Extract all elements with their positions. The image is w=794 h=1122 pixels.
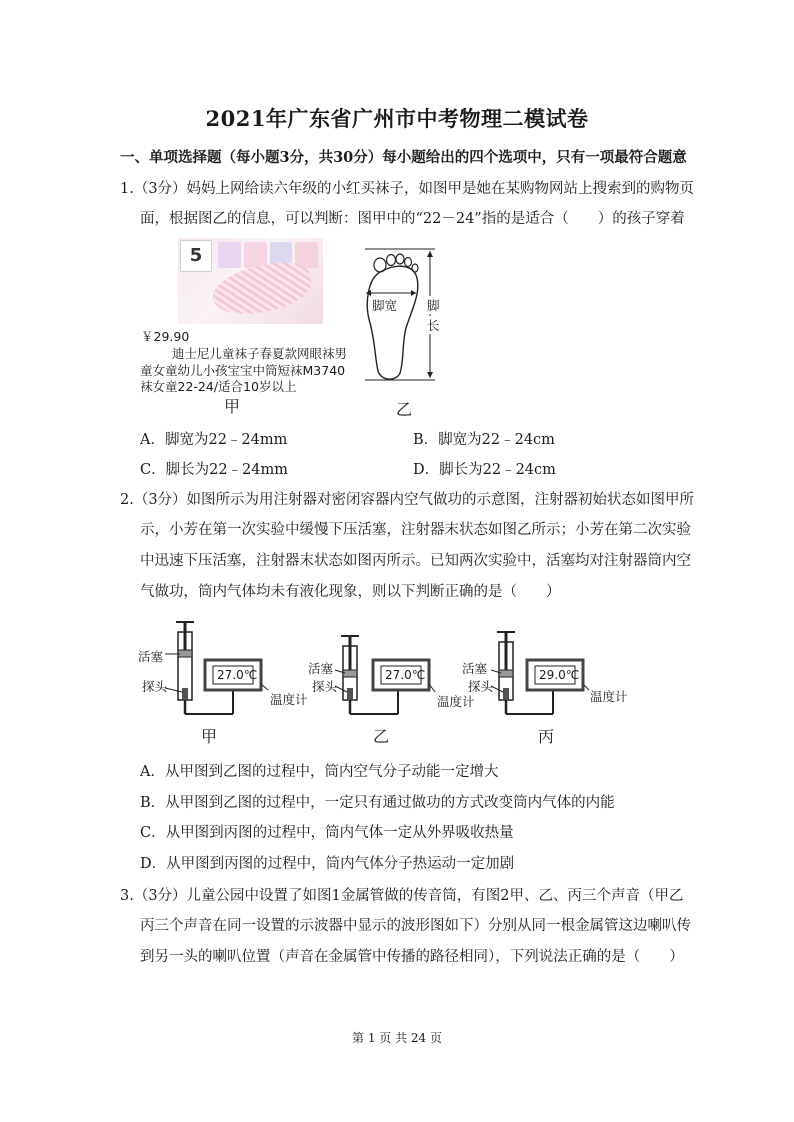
product-desc-1: 迪士尼儿童袜子春夏款网眼袜男 <box>172 346 348 361</box>
piston-label-bing: 活塞 <box>462 661 488 676</box>
q2-option-a[interactable]: A．从甲图到乙图的过程中，筒内空气分子动能一定增大 <box>140 764 499 780</box>
syringe-label-bing: 丙 <box>538 727 555 746</box>
q2-line-3: 中迅速下压活塞，注射器末状态如图丙所示。已知两次实验中，活塞均对注射器筒内空 <box>140 553 691 569</box>
q1-option-c[interactable]: C．脚长为22﹣24mm <box>140 462 288 478</box>
product-price: ￥29.90 <box>141 329 190 344</box>
q3-line-3: 到另一头的喇叭位置（声音在金属管中传播的路径相同），下列说法正确的是（ ） <box>140 949 684 965</box>
syringe-label-jia: 甲 <box>201 727 218 746</box>
q2-option-c[interactable]: C．从甲图到丙图的过程中，筒内气体一定从外界吸收热量 <box>140 825 514 841</box>
foot-length-label-1: 脚 <box>427 298 440 313</box>
q3-line-1: 3.（3分）儿童公园中设置了如图1金属管做的传音筒，有图2甲、乙、丙三个声音（甲乙 <box>120 888 684 904</box>
sock-product-photo <box>178 238 323 324</box>
q1-line-1: 1.（3分）妈妈上网给读六年级的小红买袜子，如图甲是她在某购物网站上搜索到的购物页 <box>120 181 695 197</box>
foot-width-label: 脚宽 <box>372 298 398 313</box>
thermometer-label-jia: 温度计 <box>270 692 308 707</box>
figure-label-yi: 乙 <box>396 400 413 419</box>
temp-reading-jia: 27.0℃ <box>217 668 258 682</box>
piston-label-yi: 活塞 <box>308 661 334 676</box>
piston-label-jia: 活塞 <box>138 649 164 664</box>
thermometer-label-yi: 温度计 <box>437 694 475 709</box>
probe-label-bing: 探头 <box>468 679 494 694</box>
thermometer-label-bing: 温度计 <box>590 689 628 704</box>
q2-option-d[interactable]: D．从甲图到丙图的过程中，筒内气体分子热运动一定加剧 <box>140 856 515 872</box>
probe-label-jia: 探头 <box>142 679 168 694</box>
product-desc-3: 袜女童22-24/适合10岁以上 <box>140 379 297 394</box>
figure-label-jia: 甲 <box>224 397 241 416</box>
q3-line-2: 丙三个声音在同一设置的示波器中显示的波形图如下）分别从同一根金属管这边喇叭传 <box>140 918 691 934</box>
temp-reading-yi: 27.0℃ <box>385 668 426 682</box>
probe-label-yi: 探头 <box>312 679 338 694</box>
q1-line-2: 面，根据图乙的信息，可以判断：图甲中的“22－24”指的是适合（ ）的孩子穿着 <box>140 211 685 227</box>
q2-line-2: 示，小芳在第一次实验中缓慢下压活塞，注射器末状态如图乙所示；小芳在第二次实验 <box>140 522 691 538</box>
q2-line-4: 气做功，筒内气体均未有液化现象，则以下判断正确的是（ ） <box>140 584 561 600</box>
syringe-label-yi: 乙 <box>373 727 390 746</box>
q2-line-1: 2.（3分）如图所示为用注射器对密闭容器内空气做功的示意图，注射器初始状态如图甲所 <box>120 492 695 508</box>
q1-option-b[interactable]: B．脚宽为22﹣24cm <box>413 432 555 448</box>
q2-option-b[interactable]: B．从甲图到乙图的过程中，一定只有通过做功的方式改变筒内气体的内能 <box>140 795 615 811</box>
foot-length-label-2: 长 <box>427 318 440 333</box>
q1-option-d[interactable]: D．脚长为22﹣24cm <box>413 462 556 478</box>
page-footer: 第 1 页 共 24 页 <box>352 1031 442 1045</box>
section-heading: 一、单项选择题（每小题3分，共30分）每小题给出的四个选项中，只有一项最符合题意 <box>120 149 687 166</box>
page-title: 2021年广东省广州市中考物理二模试卷 <box>205 106 589 131</box>
pack-count-badge: 5 <box>180 240 212 272</box>
product-desc-2: 童女童幼儿小孩宝宝中筒短袜M3740 <box>140 363 346 378</box>
q1-option-a[interactable]: A．脚宽为22﹣24mm <box>140 432 288 448</box>
temp-reading-bing: 29.0℃ <box>539 668 580 682</box>
